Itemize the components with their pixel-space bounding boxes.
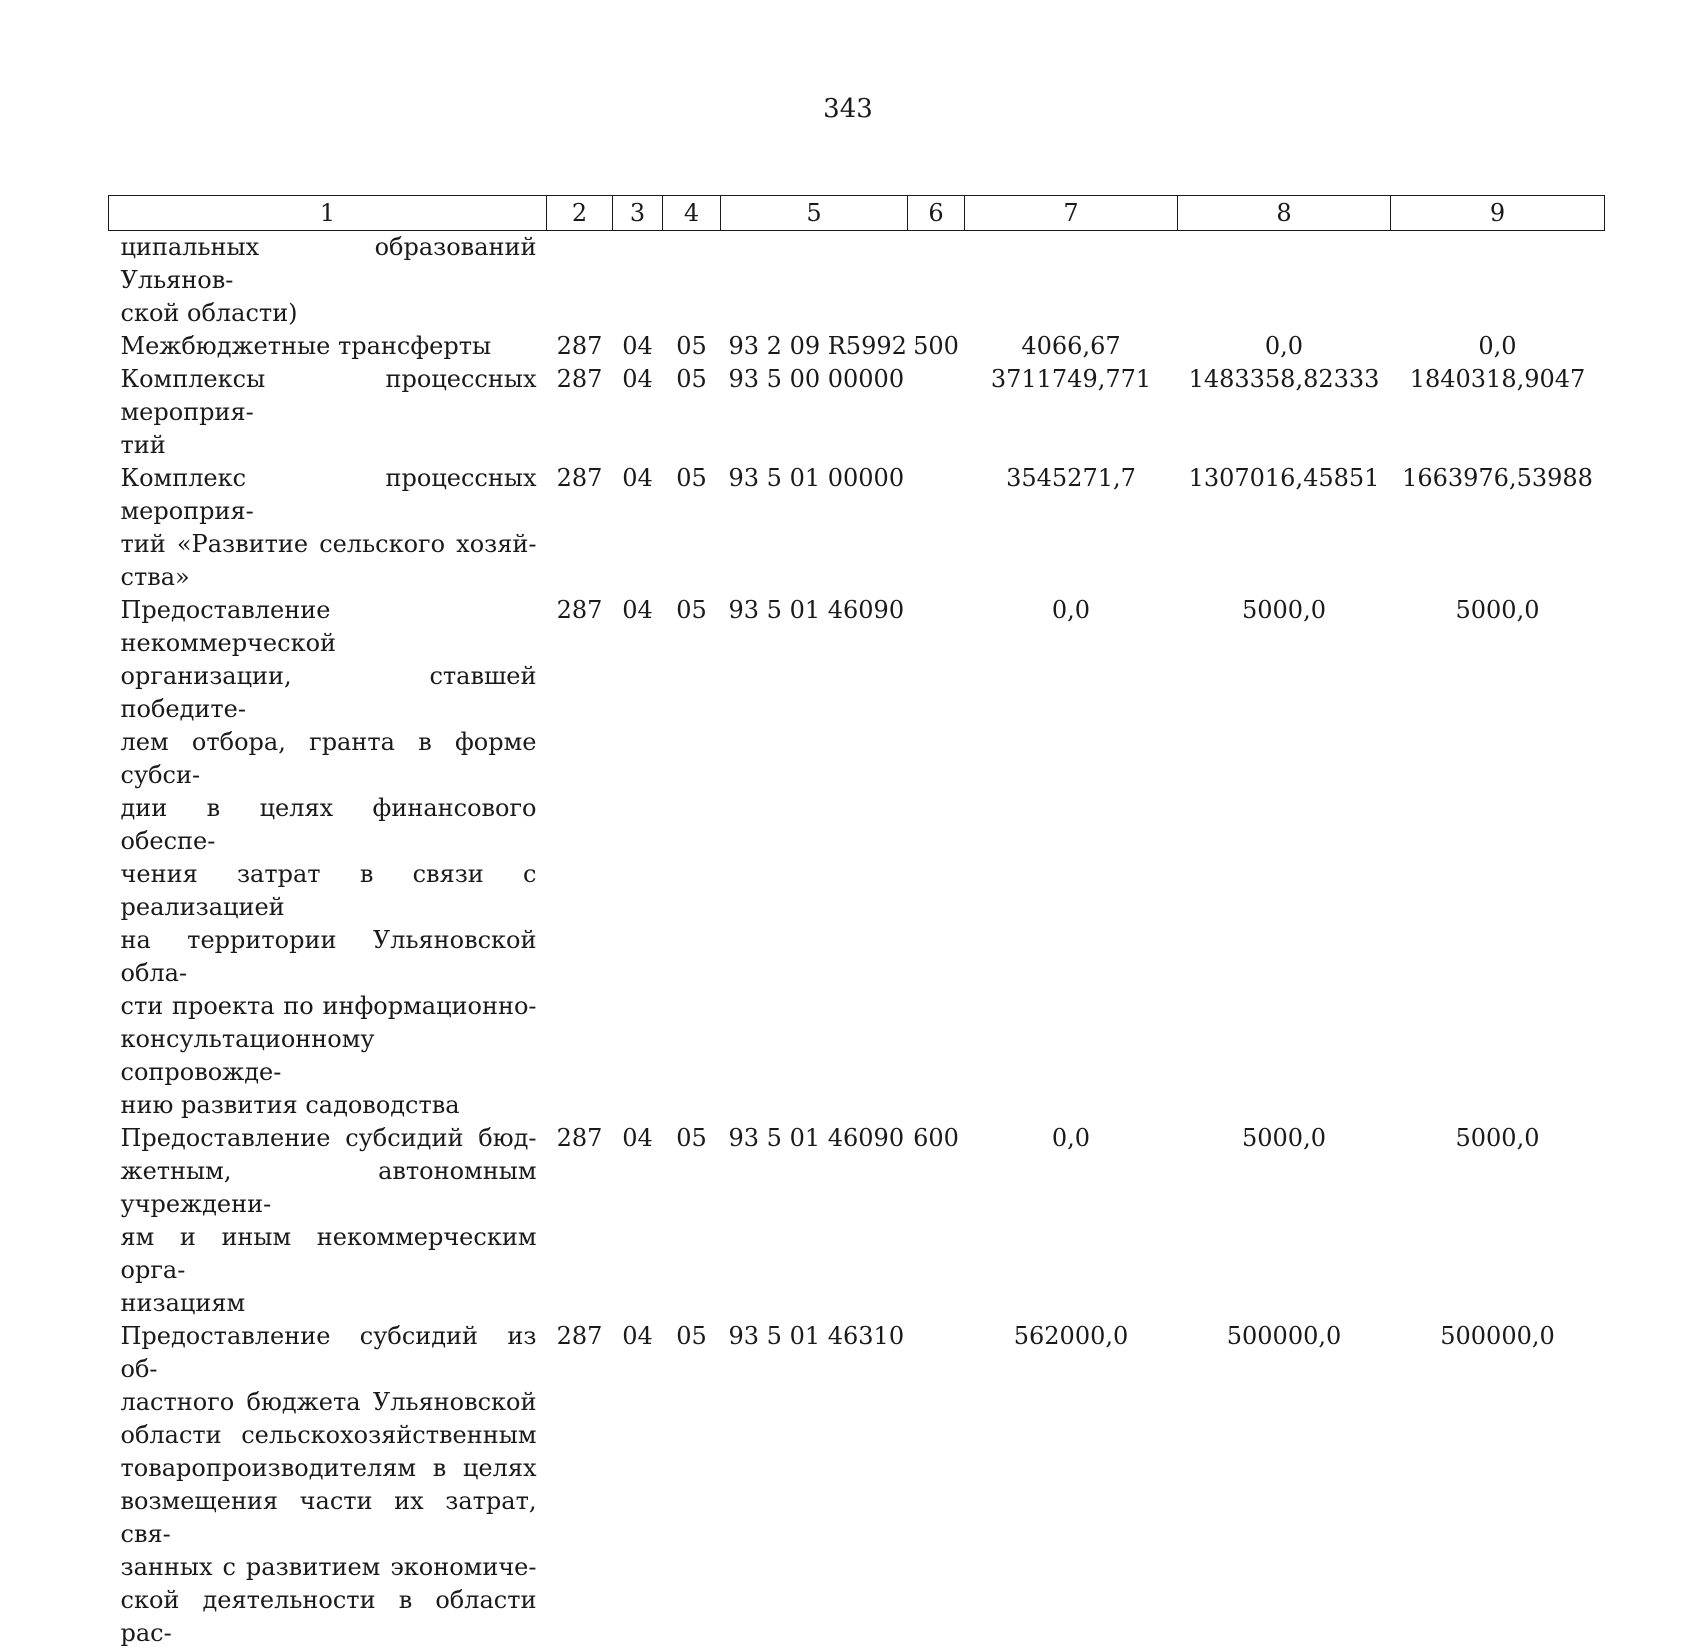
table-row (109, 363, 1605, 462)
item-name-line: занных с развитием экономиче- (121, 1551, 537, 1584)
item-name-line: Предоставление субсидий бюд- (121, 1122, 537, 1155)
item-name-line: возмещения части их затрат, свя- (121, 1485, 537, 1551)
cell-amount-col7: 0,0 (965, 1122, 1178, 1320)
header-row (109, 196, 1605, 231)
header-col-3: 3 (613, 196, 663, 231)
item-name-line: лем отбора, гранта в форме субси- (121, 726, 537, 792)
cell-target-article: 93 5 01 46090 (721, 594, 908, 1122)
table-row (109, 231, 1605, 331)
header-col-7: 7 (965, 196, 1178, 231)
cell-subsection: 05 (663, 1320, 721, 1650)
item-name-line: жетным, автономным учреждени- (121, 1155, 537, 1221)
item-name-line: нию развития садоводства (121, 1089, 537, 1122)
item-name-line: организации, ставшей победите- (121, 660, 537, 726)
header-col-6: 6 (908, 196, 965, 231)
item-name-line: тий (121, 429, 537, 462)
cell-amount-col7 (965, 231, 1178, 331)
cell-amount-col7: 3711749,771 (965, 363, 1178, 462)
cell-subsection: 05 (663, 330, 721, 363)
cell-subsection: 05 (663, 1122, 721, 1320)
item-name-line: ской области) (121, 297, 537, 330)
cell-section: 04 (613, 1122, 663, 1320)
cell-item-name (109, 1122, 547, 1320)
item-name-line: ства» (121, 561, 537, 594)
cell-amount-col9: 5000,0 (1391, 594, 1605, 1122)
cell-item-name (109, 1320, 547, 1650)
cell-admin-code: 287 (547, 594, 613, 1122)
cell-section: 04 (613, 330, 663, 363)
cell-amount-col7: 0,0 (965, 594, 1178, 1122)
cell-amount-col7: 4066,67 (965, 330, 1178, 363)
cell-expense-type (908, 462, 965, 594)
page-number: 343 (0, 92, 1696, 126)
cell-subsection (663, 231, 721, 331)
item-name-line: Комплекс процессных мероприя- (121, 462, 537, 528)
cell-amount-col9: 500000,0 (1391, 1320, 1605, 1650)
item-name-line: товаропроизводителям в целях (121, 1452, 537, 1485)
item-name-line: сти проекта по информационно- (121, 990, 537, 1023)
cell-target-article: 93 5 01 00000 (721, 462, 908, 594)
item-name-line: ципальных образований Ульянов- (121, 231, 537, 297)
table-header (109, 196, 1605, 231)
cell-amount-col8: 1483358,82333 (1178, 363, 1391, 462)
cell-amount-col8: 500000,0 (1178, 1320, 1391, 1650)
table-row (109, 330, 1605, 363)
cell-expense-type (908, 1320, 965, 1650)
cell-amount-col9: 5000,0 (1391, 1122, 1605, 1320)
cell-amount-col9: 1663976,53988 (1391, 462, 1605, 594)
item-name-line: Предоставление некоммерческой (121, 594, 537, 660)
header-col-8: 8 (1178, 196, 1391, 231)
table-body (109, 231, 1605, 1650)
cell-section: 04 (613, 1320, 663, 1650)
cell-amount-col8: 5000,0 (1178, 1122, 1391, 1320)
cell-subsection: 05 (663, 594, 721, 1122)
item-name-line: Комплексы процессных мероприя- (121, 363, 537, 429)
cell-admin-code (547, 231, 613, 331)
cell-expense-type (908, 363, 965, 462)
cell-admin-code: 287 (547, 462, 613, 594)
cell-target-article (721, 231, 908, 331)
cell-subsection: 05 (663, 462, 721, 594)
item-name-line: Межбюджетные трансферты (121, 330, 537, 363)
cell-target-article: 93 2 09 R5992 (721, 330, 908, 363)
table-row (109, 1320, 1605, 1650)
item-name-line: чения затрат в связи с реализацией (121, 858, 537, 924)
item-name-line: тий «Развитие сельского хозяй- (121, 528, 537, 561)
item-name-line: консультационному сопровожде- (121, 1023, 537, 1089)
cell-item-name (109, 330, 547, 363)
cell-expense-type: 600 (908, 1122, 965, 1320)
header-col-9: 9 (1391, 196, 1605, 231)
cell-target-article: 93 5 01 46090 (721, 1122, 908, 1320)
item-name-line: области сельскохозяйственным (121, 1419, 537, 1452)
cell-admin-code: 287 (547, 1122, 613, 1320)
cell-amount-col7: 3545271,7 (965, 462, 1178, 594)
cell-section: 04 (613, 594, 663, 1122)
cell-amount-col8: 1307016,45851 (1178, 462, 1391, 594)
cell-expense-type (908, 231, 965, 331)
table-row (109, 1122, 1605, 1320)
header-col-4: 4 (663, 196, 721, 231)
cell-amount-col8: 5000,0 (1178, 594, 1391, 1122)
budget-table (108, 195, 1605, 1650)
cell-item-name (109, 231, 547, 331)
cell-item-name (109, 594, 547, 1122)
cell-item-name (109, 363, 547, 462)
item-name-line: ской деятельности в области рас- (121, 1584, 537, 1650)
cell-amount-col7: 562000,0 (965, 1320, 1178, 1650)
cell-section (613, 231, 663, 331)
cell-expense-type (908, 594, 965, 1122)
cell-admin-code: 287 (547, 363, 613, 462)
header-col-1: 1 (109, 196, 547, 231)
cell-target-article: 93 5 01 46310 (721, 1320, 908, 1650)
cell-amount-col9 (1391, 231, 1605, 331)
cell-target-article: 93 5 00 00000 (721, 363, 908, 462)
cell-item-name (109, 462, 547, 594)
cell-section: 04 (613, 363, 663, 462)
item-name-line: низациям (121, 1287, 537, 1320)
cell-amount-col9: 0,0 (1391, 330, 1605, 363)
cell-section: 04 (613, 462, 663, 594)
item-name-line: ям и иным некоммерческим орга- (121, 1221, 537, 1287)
cell-amount-col9: 1840318,9047 (1391, 363, 1605, 462)
cell-amount-col8 (1178, 231, 1391, 331)
cell-subsection: 05 (663, 363, 721, 462)
cell-admin-code: 287 (547, 330, 613, 363)
item-name-line: ластного бюджета Ульяновской (121, 1386, 537, 1419)
cell-expense-type: 500 (908, 330, 965, 363)
item-name-line: Предоставление субсидий из об- (121, 1320, 537, 1386)
table-row (109, 594, 1605, 1122)
item-name-line: на территории Ульяновской обла- (121, 924, 537, 990)
table-row (109, 462, 1605, 594)
item-name-line: дии в целях финансового обеспе- (121, 792, 537, 858)
header-col-2: 2 (547, 196, 613, 231)
cell-amount-col8: 0,0 (1178, 330, 1391, 363)
header-col-5: 5 (721, 196, 908, 231)
cell-admin-code: 287 (547, 1320, 613, 1650)
